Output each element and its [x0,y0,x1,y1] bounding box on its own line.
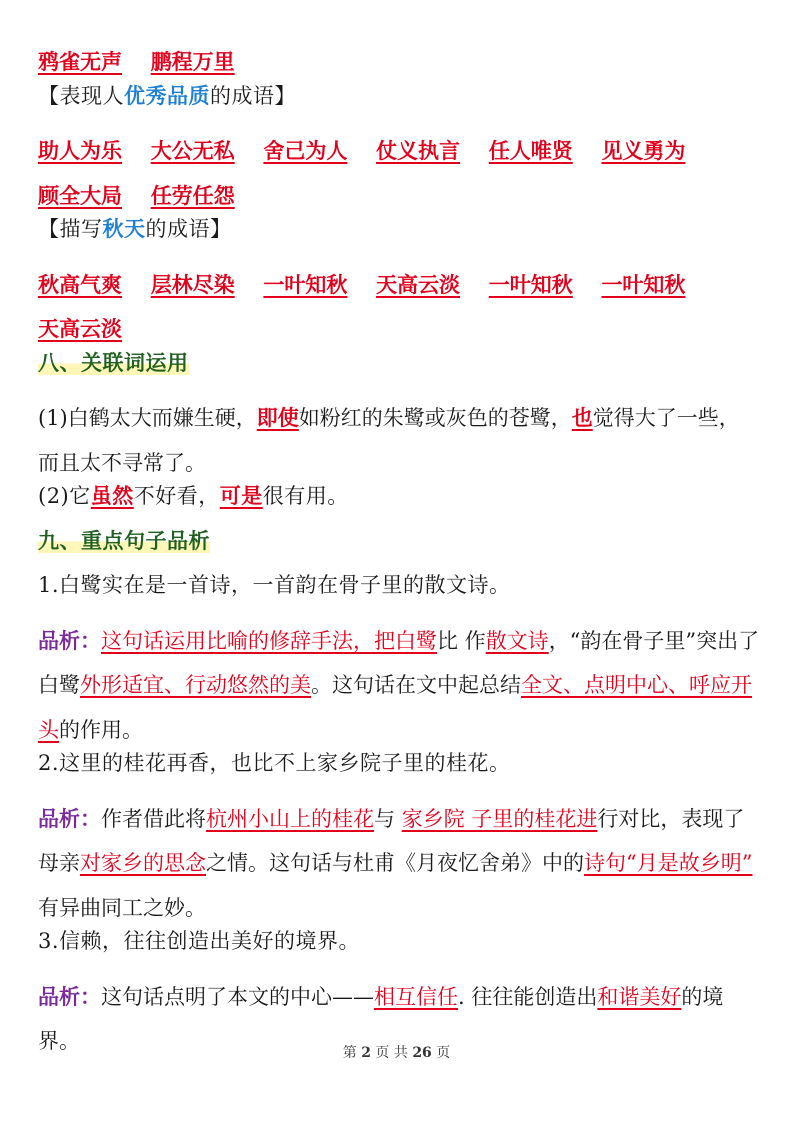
highlight-text: 家乡院 子里的桂花进 [401,806,598,831]
section-title-conjunctions [38,349,760,397]
text-segment: 与 [374,806,402,831]
conjunction-word: 可是 [219,483,263,508]
idiom: 秋高气爽 [38,271,122,297]
idiom: 天高云淡 [38,316,122,341]
conjunction-word: 即使 [256,405,299,430]
idiom: 顾全大局 [38,182,122,208]
idiom: 见义勇为 [601,138,686,163]
document-page [38,40,760,1064]
text-segment: . 往往能创造出 [458,984,598,1009]
highlight-text: 这句话运用比喻的修辞手法，把白鹭 [101,628,437,653]
category-suffix: 的成语】 [145,217,232,241]
text-segment: 这句话点明了本文的中心—— [101,984,374,1009]
highlight-text: 杭州小山上的桂花 [206,806,374,831]
text-segment: 如粉红的朱鹭或灰色的苍鹭， [298,406,572,430]
text-segment: 有异曲同工之妙。 [38,895,206,920]
idiom: 鹏程万里 [150,49,235,74]
text-segment: 行对比，表现了母亲 [38,806,745,875]
key-sentence-1: 1.白鹭实在是一首诗，一首韵在骨子里的散文诗。 [38,573,511,597]
highlight-text: 散文诗 [485,628,549,653]
idiom: 大公无私 [150,138,235,163]
text-segment: (1)白鹤太大而嫌生硬， [38,406,257,430]
page-footer [0,1042,793,1062]
text-segment: 不好看， [133,484,220,508]
conjunction-example-1 [38,396,760,485]
footer-text: 页 [436,1045,451,1061]
key-sentence-3: 3.信赖，往往创造出美好的境界。 [38,929,361,953]
category-suffix: 的成语】 [210,83,296,108]
highlight-text: 和谐美好 [597,984,682,1009]
category-prefix: 【表现人 [38,83,124,108]
text-segment: 觉得大了一些，而且太不寻常了。 [38,406,740,475]
idiom: 天高云淡 [376,271,461,297]
category-heading-autumn [38,218,760,263]
analysis-1 [38,619,760,753]
category-highlight: 优秀品质 [124,82,210,108]
text-segment: 的境界。 [38,984,724,1053]
category-highlight: 秋天 [102,216,146,241]
text-segment: 很有用。 [262,484,349,508]
page-number: 2 [361,1045,371,1061]
footer-text: 第 [342,1045,357,1061]
analysis-2 [38,797,760,931]
text-segment: ，“韵在骨子里”突出了白鹭 [38,628,760,697]
idiom-list-quality [38,129,760,218]
idiom: 助人为乐 [38,138,122,163]
analysis-label: 品析： [38,983,101,1009]
highlight-text: 相互信任 [374,984,458,1009]
analysis-label: 品析： [38,805,101,831]
key-sentence-2: 2.这里的桂花再香，也比不上家乡院子里的桂花。 [38,751,511,775]
analysis-label: 品析： [38,627,101,653]
section-title-sentences [38,527,760,575]
idiom: 任人唯贤 [488,138,573,163]
text-segment: 之情。这句话与杜甫《月夜忆舍弟》中的 [206,851,584,875]
section-title: 八、关联词运用 [38,349,189,375]
section-title: 九、重点句子品析 [38,527,210,553]
text-segment: (2)它 [38,484,91,508]
category-prefix: 【描写 [38,217,103,241]
idiom: 仗义执言 [376,138,461,163]
footer-text: 页 共 [375,1045,408,1061]
text-segment: 的作用。 [59,717,143,742]
conjunction-example-2 [38,485,760,530]
idiom: 任劳任怨 [150,182,235,208]
text-segment: 作者借此将 [101,806,206,831]
highlight-text: 对家乡的思念 [80,851,206,875]
highlight-text: 诗句“月是故乡明” [584,851,753,875]
text-segment: 比 作 [437,628,486,653]
highlight-text: 全文、点明中心、呼应开头 [38,673,752,742]
idiom: 鸦雀无声 [38,49,122,74]
idiom-list-autumn [38,263,760,352]
idiom: 层林尽染 [150,271,235,297]
idiom: 一叶知秋 [601,271,686,297]
idiom: 一叶知秋 [263,271,348,297]
text-segment: 。这句话在文中起总结 [311,673,521,697]
category-heading-quality [38,82,760,130]
conjunction-word: 也 [571,405,593,430]
conjunction-word: 虽然 [90,483,134,508]
idiom: 舍己为人 [263,138,348,163]
idiom-row-top [38,40,760,85]
idiom: 一叶知秋 [488,271,573,297]
highlight-text: 外形适宜、行动悠然的美 [80,673,311,697]
total-pages: 26 [412,1045,432,1061]
